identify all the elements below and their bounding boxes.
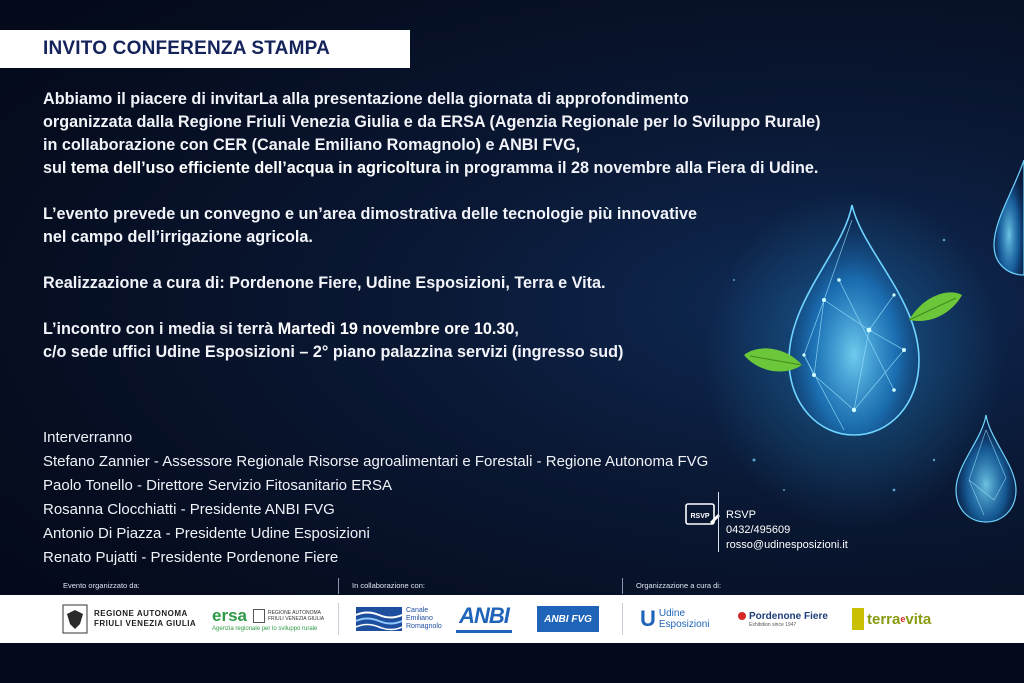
cer-line-1: Canale — [406, 607, 429, 614]
ersa-small-text — [268, 610, 324, 622]
ersa-logo — [212, 601, 324, 637]
rsvp-contacts — [726, 508, 848, 553]
anbi-fvg-logo — [537, 601, 599, 637]
anbi-underline — [456, 630, 512, 633]
terra-e-vita-logo — [852, 601, 931, 637]
anbi-logo — [456, 601, 512, 637]
rsvp-divider — [718, 492, 719, 552]
intro-line-3: in collaborazione con CER (Canale Emiliano Romagnolo) e ANBI FVG, — [43, 136, 581, 154]
sponsor-logos-bar — [0, 595, 1024, 643]
pordenone-sub: Exhibition since 1947 — [749, 621, 797, 628]
rsvp-envelope-icon — [683, 494, 721, 532]
page-title: INVITO CONFERENZA STAMPA — [43, 38, 330, 59]
ersa-small-2: FRIULI VENEZIA GIULIA — [267, 616, 325, 622]
pordenone-dot-icon — [738, 612, 746, 620]
regione-line-1: REGIONE AUTONOMA — [94, 609, 188, 618]
udine-line-1: Udine — [658, 608, 686, 619]
speakers-heading: Interverranno — [43, 429, 133, 446]
footer-divider — [338, 603, 339, 635]
speakers-list — [43, 426, 708, 570]
label-organized: Evento organizzato da: — [63, 581, 140, 590]
ersa-name: ersa — [212, 606, 247, 625]
udine-esposizioni-logo — [640, 601, 709, 637]
speaker-item: Renato Pujatti - Presidente Pordenone Fiere — [43, 549, 339, 566]
terra-leaf-icon — [852, 608, 864, 630]
cer-waves-icon — [356, 607, 402, 631]
meeting-line-2: c/o sede uffici Udine Esposizioni – 2° piano palazzina servizi (ingresso sud) — [43, 343, 624, 361]
footer-divider — [622, 603, 623, 635]
cer-logo — [356, 601, 442, 637]
intro-line-4-pre: sul — [43, 159, 71, 177]
label-curated: Organizzazione a cura di: — [636, 581, 722, 590]
regione-eagle-icon — [62, 604, 88, 634]
rsvp-label: RSVP — [726, 509, 756, 521]
udine-u-icon: U — [640, 606, 656, 631]
ersa-tagline: Agenzia regionale per lo sviluppo rurale — [212, 626, 318, 632]
terra-word: terra — [867, 610, 901, 628]
edge-drop-icon — [994, 160, 1024, 275]
speaker-item: Paolo Tonello - Direttore Servizio Fitosanitario ERSA — [43, 477, 393, 494]
ersa-crest-icon — [253, 609, 265, 623]
meeting-date-highlight: Martedì 19 novembre ore 10.30 — [277, 320, 515, 338]
bottom-band — [0, 643, 1024, 683]
pordenone-fiere-logo — [738, 601, 828, 637]
anbi-fvg-name: ANBI FVG — [544, 613, 592, 625]
organizers-line: Realizzazione a cura di: Pordenone Fiere, Udine Esposizioni, Terra e Vita. — [43, 274, 606, 292]
udine-line-2: Esposizioni — [658, 619, 710, 630]
cer-line-2: Emiliano — [406, 615, 433, 622]
footer-label-divider — [338, 578, 339, 594]
terra-vita: vita — [905, 610, 932, 628]
meeting-line-1-post: , — [514, 320, 519, 338]
label-collab: In collaborazione con: — [352, 581, 425, 590]
ersa-small-1: REGIONE AUTONOMA — [267, 610, 321, 616]
rsvp-email[interactable]: rosso@udinesposizioni.it — [726, 539, 848, 551]
rsvp-icon-label: RSVP — [690, 513, 710, 520]
topic-highlight: tema dell’uso efficiente dell’acqua in agricoltura — [70, 159, 441, 177]
meeting-line-1-pre: L’incontro con i media si terrà — [43, 320, 278, 338]
regione-fvg-logo — [62, 601, 196, 637]
pordenone-name: Pordenone Fiere — [749, 610, 828, 622]
cer-line-3: Romagnolo — [406, 623, 442, 630]
regione-line-2: FRIULI VENEZIA GIULIA — [94, 619, 197, 628]
event-line-1: L’evento prevede un convegno e un’area dimostrativa delle tecnologie più innovative — [43, 205, 697, 223]
intro-line-1: Abbiamo il piacere di invitarLa alla presentazione della giornata di approfondimento — [43, 90, 689, 108]
terra-e: e — [900, 614, 906, 624]
title-banner — [0, 30, 410, 68]
anbi-name: ANBI — [459, 603, 509, 628]
speaker-item: Rosanna Clocchiatti - Presidente ANBI FVG — [43, 501, 335, 518]
footer-labels — [0, 579, 1024, 593]
speaker-item: Antonio Di Piazza - Presidente Udine Esposizioni — [43, 525, 370, 542]
event-line-2: nel campo dell’irrigazione agricola. — [43, 228, 313, 246]
speaker-item: Stefano Zannier - Assessore Regionale Risorse agroalimentari e Forestali - Regione Autonoma FVG — [43, 453, 709, 470]
intro-line-2: organizzata dalla Regione Friuli Venezia Giulia e da ERSA (Agenzia Regionale per lo Sviluppo Rurale) — [43, 113, 821, 131]
footer-label-divider — [622, 578, 623, 594]
rsvp-phone[interactable]: 0432/495609 — [726, 524, 791, 536]
intro-line-4-post: in programma il 28 novembre alla Fiera di Udine. — [440, 159, 819, 177]
